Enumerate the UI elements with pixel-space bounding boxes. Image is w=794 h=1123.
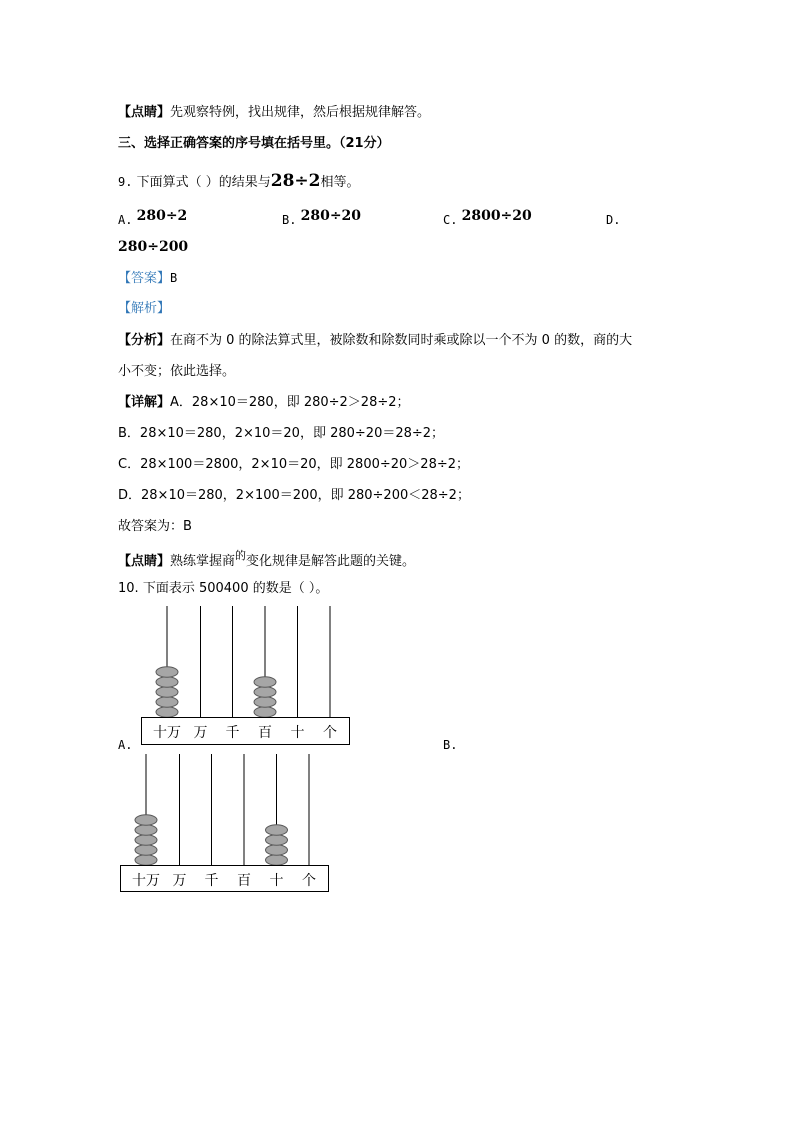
q10-stem-line bbox=[118, 580, 328, 598]
tip-before: 熟练掌握商 bbox=[170, 554, 236, 569]
abacus-bead bbox=[254, 697, 276, 707]
tip-after: 变化规律是解答此题的关键。 bbox=[246, 554, 416, 569]
abacus-bead bbox=[266, 845, 288, 855]
q9-option-d[interactable] bbox=[606, 211, 620, 230]
prev-tip-line bbox=[118, 104, 430, 122]
abacus-bead bbox=[254, 687, 276, 697]
abacus-place-label: 百 bbox=[237, 873, 251, 889]
fenxi-line-1 bbox=[118, 332, 632, 350]
section-title: 三、选择正确答案的序号填在括号里。（21分） bbox=[118, 136, 390, 151]
abacus-bead bbox=[135, 855, 157, 865]
abacus-bead bbox=[266, 855, 288, 865]
q9-stem-expr: 28÷2 bbox=[270, 171, 321, 191]
option-label: C. bbox=[443, 213, 458, 227]
q9-option-c[interactable] bbox=[443, 207, 532, 226]
abacus-bead bbox=[156, 677, 178, 687]
abacus-a[interactable] bbox=[138, 604, 354, 750]
abacus-bead bbox=[266, 825, 288, 835]
q9-number: 9. bbox=[118, 175, 133, 189]
answer-tag: 【答案】 bbox=[118, 271, 171, 286]
abacus-place-label: 千 bbox=[225, 725, 240, 741]
abacus-bead bbox=[156, 697, 178, 707]
fenxi-tag: 【分析】 bbox=[118, 333, 171, 348]
abacus-a-rods bbox=[167, 606, 330, 718]
abacus-bead bbox=[156, 667, 178, 677]
abacus-place-label: 十 bbox=[290, 725, 305, 741]
option-label: A. bbox=[118, 213, 133, 227]
option-expr: 280÷20 bbox=[300, 208, 362, 224]
option-expr: 280÷2 bbox=[136, 208, 188, 224]
q9-stem-before: 下面算式（ ）的结果与 bbox=[136, 175, 271, 190]
option-expr: 280÷200 bbox=[118, 239, 189, 255]
abacus-place-label: 十万 bbox=[153, 725, 181, 741]
q9-option-a[interactable] bbox=[118, 207, 187, 226]
detail-tag: 【详解】 bbox=[118, 395, 171, 410]
q10-option-a-label[interactable]: A. bbox=[118, 738, 133, 752]
analysis-tag: 【解析】 bbox=[118, 301, 171, 316]
abacus-bead bbox=[135, 835, 157, 845]
abacus-bead bbox=[254, 707, 276, 717]
q9-option-b[interactable] bbox=[282, 207, 361, 226]
abacus-bead bbox=[135, 815, 157, 825]
detail-line-c: C．28×100＝2800，2×10＝20，即 2800÷20＞28÷2； bbox=[118, 457, 470, 472]
tip-tag: 【点睛】 bbox=[118, 554, 171, 569]
q9-option-d-expr bbox=[118, 238, 188, 257]
option-label: B. bbox=[282, 213, 297, 227]
q9-tip-line bbox=[118, 549, 416, 571]
abacus-place-label: 万 bbox=[193, 725, 208, 741]
abacus-bead bbox=[254, 677, 276, 687]
q10-stem: 下面表示 500400 的数是（ ）。 bbox=[142, 581, 329, 596]
tip-text: 先观察特例，找出规律，然后根据规律解答。 bbox=[170, 105, 431, 120]
abacus-bead bbox=[266, 835, 288, 845]
abacus-bead bbox=[156, 707, 178, 717]
detail-line-a bbox=[118, 394, 410, 412]
q9-stem bbox=[118, 172, 359, 192]
fenxi-text: 在商不为 0 的除法算式里，被除数和除数同时乘或除以一个不为 0 的数，商的大 bbox=[170, 333, 633, 348]
option-label: D. bbox=[606, 213, 621, 227]
answer-line bbox=[118, 269, 177, 288]
answer-value: B bbox=[170, 271, 178, 285]
q10-option-b-label[interactable]: B. bbox=[443, 738, 458, 752]
abacus-a-beads bbox=[156, 667, 276, 717]
abacus-place-label: 千 bbox=[204, 873, 219, 889]
abacus-b[interactable] bbox=[117, 752, 333, 896]
abacus-place-label: 个 bbox=[302, 873, 316, 889]
abacus-place-label: 十万 bbox=[132, 873, 160, 889]
tip-tag: 【点睛】 bbox=[118, 105, 171, 120]
q10-number: 10. bbox=[118, 581, 139, 596]
q9-stem-after: 相等。 bbox=[320, 175, 360, 190]
abacus-place-label: 十 bbox=[269, 873, 284, 889]
abacus-place-label: 万 bbox=[172, 873, 187, 889]
detail-line-b: B．28×10＝280，2×10＝20，即 280÷20＝28÷2； bbox=[118, 426, 445, 441]
option-expr: 2800÷20 bbox=[461, 208, 532, 224]
detail-text: A．28×10＝280，即 280÷2＞28÷2； bbox=[170, 395, 410, 410]
detail-line-d: D．28×10＝280，2×100＝200，即 280÷200＜28÷2； bbox=[118, 488, 470, 503]
abacus-place-label: 百 bbox=[258, 725, 272, 741]
abacus-bead bbox=[156, 687, 178, 697]
abacus-bead bbox=[135, 845, 157, 855]
fenxi-line-2: 小不变；依此选择。 bbox=[118, 364, 236, 379]
abacus-place-label: 个 bbox=[323, 725, 337, 741]
abacus-bead bbox=[135, 825, 157, 835]
tip-sup: 的 bbox=[235, 549, 247, 562]
conclusion: 故答案为：B bbox=[118, 519, 192, 534]
